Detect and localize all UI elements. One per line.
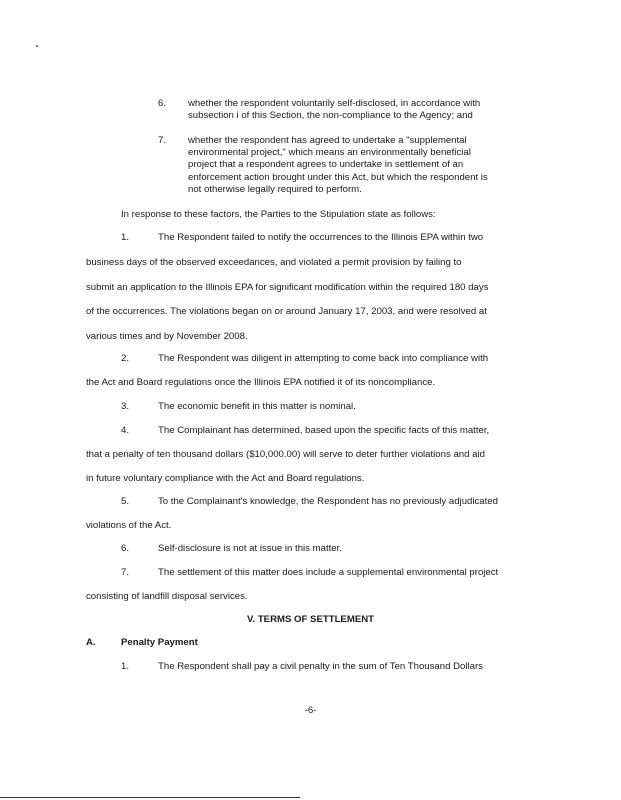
subitem-number: 7.: [158, 135, 167, 146]
paragraph-first-line: The Respondent failed to notify the occurrences to the Illinois EPA within two: [158, 232, 484, 243]
paragraph-first-line: The Complainant has determined, based upon the specific facts of this matter,: [158, 425, 490, 436]
paragraph-line: violations of the Act.: [86, 520, 172, 531]
subitem-text: whether the respondent has agreed to undertake a "supplemental environmental project," which means an environmentally beneficial project that a respondent agrees to undertake in settlement of an enforcement action brought under this Act, but which the respondent is not otherwise legally required to perform.: [188, 135, 488, 195]
page-number: -6-: [304, 705, 317, 716]
paragraph-number: 4.: [121, 425, 130, 436]
paragraph-number: 5.: [121, 496, 130, 507]
paragraph-line: the Act and Board regulations once the Illinois EPA notified it of its noncompliance.: [86, 377, 436, 388]
paragraph-first-line: The economic benefit in this matter is nominal.: [158, 401, 356, 412]
paragraph-line: in future voluntary compliance with the Act and Board regulations.: [86, 473, 365, 484]
paragraph-line: various times and by November 2008.: [86, 331, 248, 342]
subsection-letter: A.: [86, 637, 96, 648]
paragraph-line: submit an application to the Illinois EPA for significant modification within the required 180 days: [86, 282, 489, 293]
subsection-title: Penalty Payment: [121, 637, 198, 648]
paragraph-line: business days of the observed exceedances, and violated a permit provision by failing to: [86, 257, 462, 268]
section-heading: V. TERMS OF SETTLEMENT: [246, 614, 375, 625]
paragraph-line: that a penalty of ten thousand dollars ($10,000.00) will serve to deter further violations and aid: [86, 449, 485, 460]
subitem-number: 6.: [158, 98, 167, 109]
paragraph-line: of the occurrences. The violations began on or around January 17, 2003, and were resolved at: [86, 306, 487, 317]
paragraph-number: 2.: [121, 353, 130, 364]
subitem-text: whether the respondent voluntarily self-disclosed, in accordance with subsection i of this Section, the non-compliance to the Agency; and: [188, 98, 481, 122]
paragraph-line: consisting of landfill disposal services.: [86, 591, 248, 602]
paragraph-number: 3.: [121, 401, 130, 412]
paragraph-first-line: Self-disclosure is not at issue in this matter.: [158, 543, 342, 554]
paragraph-number: 7.: [121, 567, 130, 578]
scan-edge-line: [0, 797, 300, 798]
paragraph-number: 1.: [121, 232, 130, 243]
scan-speck: [36, 45, 38, 47]
paragraph-first-line: To the Complainant's knowledge, the Respondent has no previously adjudicated: [158, 496, 498, 507]
intro-line: In response to these factors, the Parties to the Stipulation state as follows:: [121, 209, 436, 220]
paragraph-number: 6.: [121, 543, 130, 554]
paragraph-first-line: The settlement of this matter does include a supplemental environmental project: [158, 567, 499, 578]
paragraph-first-line: The Respondent shall pay a civil penalty in the sum of Ten Thousand Dollars: [158, 661, 483, 672]
paragraph-number: 1.: [121, 661, 130, 672]
paragraph-first-line: The Respondent was diligent in attempting to come back into compliance with: [158, 353, 489, 364]
